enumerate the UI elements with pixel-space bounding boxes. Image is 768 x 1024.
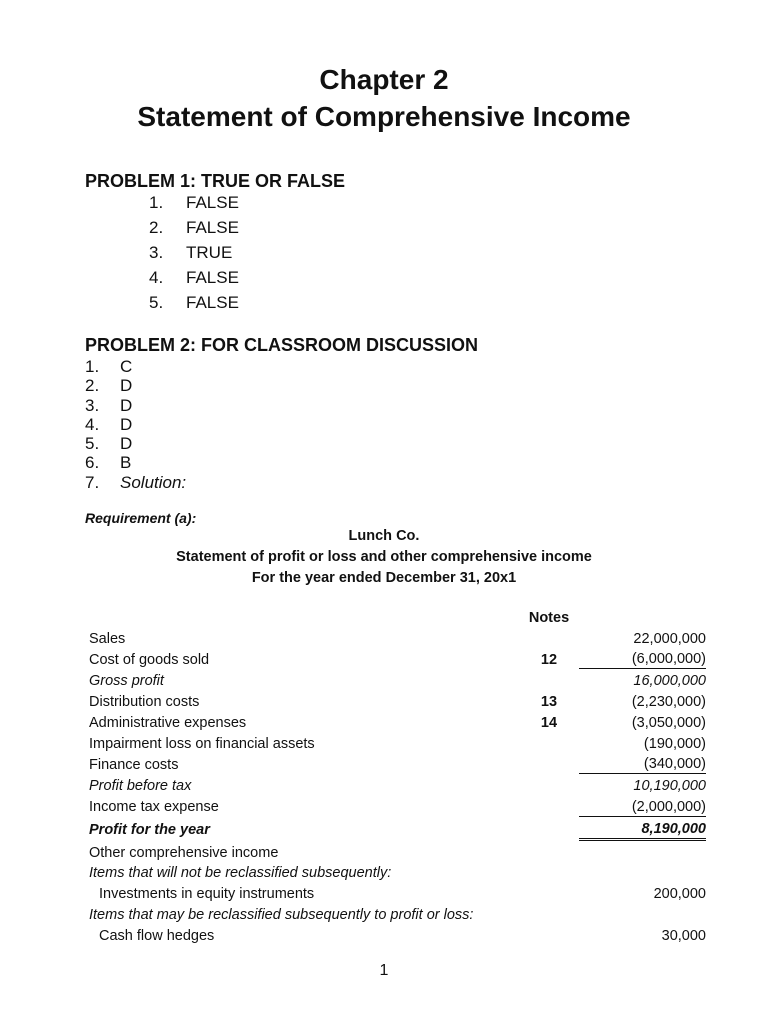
row-note	[519, 795, 579, 816]
item-answer: Solution:	[120, 472, 187, 492]
row-label: Gross profit	[89, 673, 164, 690]
table-row	[85, 669, 706, 690]
item-number: 5.	[85, 434, 100, 454]
chapter-title: Chapter 2	[319, 64, 449, 95]
list-item	[85, 434, 186, 453]
problem2-heading: PROBLEM 2: FOR CLASSROOM DISCUSSION	[85, 335, 479, 355]
row-label: Sales	[89, 630, 126, 647]
item-number: 6.	[85, 453, 100, 473]
item-number: 3.	[85, 395, 100, 415]
table-row	[85, 882, 706, 903]
row-amount: (2,230,000)	[631, 693, 706, 710]
item-answer: C	[120, 357, 133, 376]
row-note: 13	[540, 693, 558, 710]
list-item	[149, 193, 239, 218]
table-row	[85, 839, 706, 861]
item-number: 2.	[149, 218, 164, 237]
row-label: Cost of goods sold	[89, 651, 210, 668]
row-label: Cash flow hedges	[99, 927, 215, 944]
row-label: Investments in equity instruments	[99, 886, 315, 903]
list-item	[85, 357, 186, 376]
table-row	[85, 627, 706, 648]
row-note	[519, 753, 579, 774]
item-number: 1.	[85, 357, 100, 376]
table-header-row	[85, 606, 706, 627]
row-note	[519, 924, 579, 945]
problem2-answer-list	[85, 357, 186, 492]
item-answer: FALSE	[186, 293, 239, 312]
item-number: 1.	[149, 193, 164, 212]
list-item	[85, 376, 186, 395]
item-answer: FALSE	[186, 268, 239, 287]
row-note	[519, 627, 579, 648]
row-label: Items that may be reclassified subsequently to profit or loss:	[89, 906, 474, 923]
item-number: 7.	[85, 472, 100, 492]
row-note	[519, 732, 579, 753]
item-answer: D	[120, 376, 133, 396]
row-note	[519, 839, 579, 861]
item-answer: D	[120, 395, 133, 415]
page-number: 1	[379, 962, 389, 979]
list-item	[85, 396, 186, 415]
row-amount: (6,000,000)	[579, 648, 706, 669]
item-answer: TRUE	[186, 243, 233, 262]
table-row	[85, 903, 706, 924]
table-row	[85, 795, 706, 816]
table-row	[85, 732, 706, 753]
row-amount: (3,050,000)	[631, 714, 706, 731]
row-note: 14	[540, 714, 558, 731]
row-label: Finance costs	[89, 756, 179, 773]
row-note	[519, 862, 579, 883]
row-label: Profit before tax	[89, 778, 192, 795]
table-row	[85, 924, 706, 945]
row-label: Items that will not be reclassified subsequently:	[89, 865, 392, 882]
row-label: Administrative expenses	[89, 714, 247, 731]
problem1-heading: PROBLEM 1: TRUE OR FALSE	[85, 171, 346, 191]
item-number: 2.	[85, 376, 100, 396]
table-row	[85, 774, 706, 795]
statement-title: Statement of profit or loss and other comprehensive income	[176, 549, 592, 565]
item-number: 4.	[149, 268, 164, 287]
item-answer: D	[120, 434, 133, 454]
income-statement-table	[85, 606, 706, 945]
row-amount: 16,000,000	[633, 673, 706, 690]
row-note: 12	[540, 651, 558, 668]
row-label: Other comprehensive income	[89, 844, 279, 861]
item-number: 4.	[85, 414, 100, 434]
row-note	[519, 882, 579, 903]
item-answer: FALSE	[186, 218, 239, 237]
row-amount: 10,190,000	[633, 778, 706, 795]
row-amount	[579, 862, 706, 883]
table-row	[85, 690, 706, 711]
problem1-answer-list	[149, 193, 239, 318]
table-row	[85, 648, 706, 669]
row-label: Impairment loss on financial assets	[89, 735, 315, 752]
list-item	[149, 268, 239, 293]
row-label: Profit for the year	[89, 822, 210, 839]
list-item	[85, 473, 186, 492]
page-title: Statement of Comprehensive Income	[137, 101, 631, 132]
row-amount	[579, 903, 706, 924]
item-answer: B	[120, 453, 132, 473]
table-row	[85, 862, 706, 883]
company-name: Lunch Co.	[348, 528, 420, 544]
table-row	[85, 816, 706, 839]
notes-header: Notes	[528, 609, 570, 626]
row-amount: (190,000)	[643, 735, 706, 752]
row-amount	[579, 839, 706, 861]
row-amount: (2,000,000)	[579, 795, 706, 816]
row-amount: 8,190,000	[579, 816, 706, 839]
list-item	[85, 453, 186, 472]
table-row	[85, 711, 706, 732]
item-answer: D	[120, 414, 133, 434]
row-amount: 22,000,000	[633, 630, 706, 647]
list-item	[149, 243, 239, 268]
row-amount: 200,000	[653, 886, 706, 903]
row-label: Income tax expense	[89, 799, 219, 816]
item-number: 5.	[149, 293, 164, 312]
statement-period: For the year ended December 31, 20x1	[251, 570, 517, 586]
list-item	[85, 415, 186, 434]
row-amount: (340,000)	[579, 753, 706, 774]
list-item	[149, 218, 239, 243]
item-number: 3.	[149, 243, 164, 262]
item-answer: FALSE	[186, 193, 239, 212]
row-note	[519, 816, 579, 839]
row-note	[519, 669, 579, 690]
row-note	[519, 774, 579, 795]
table-row	[85, 753, 706, 774]
list-item	[149, 293, 239, 318]
requirement-label: Requirement (a):	[85, 510, 197, 526]
row-amount: 30,000	[661, 927, 706, 944]
row-note	[519, 903, 579, 924]
row-label: Distribution costs	[89, 693, 200, 710]
